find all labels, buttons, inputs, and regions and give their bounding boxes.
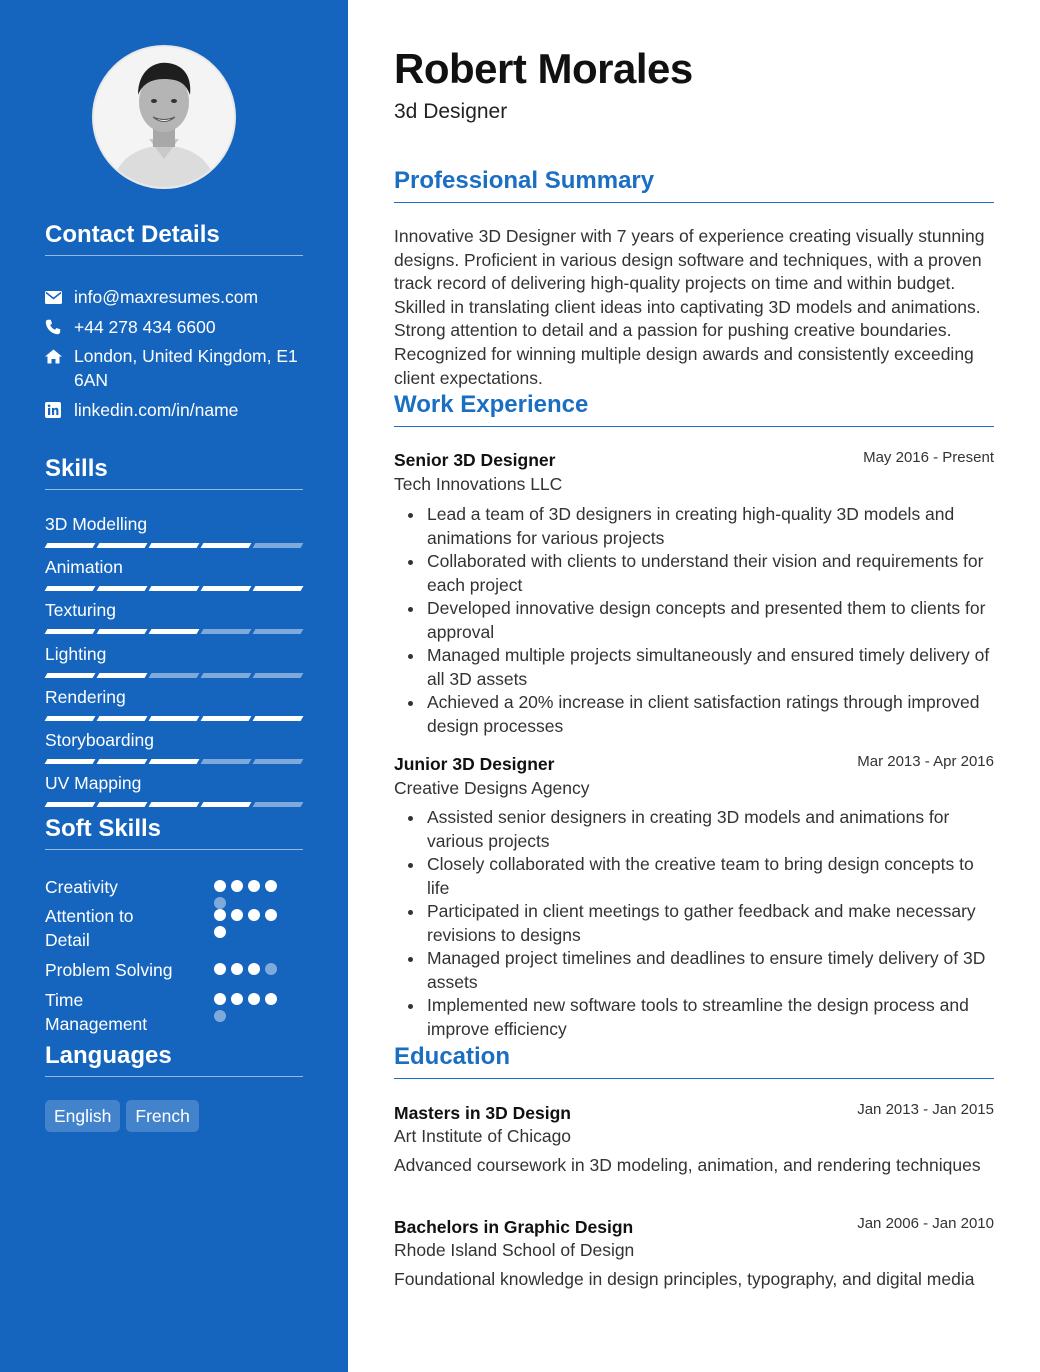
summary-text: Innovative 3D Designer with 7 years of experience creating visually stunning designs. Proficient in various design software and techniques, with a proven track record of delivering high-quality projects on time and within budget. Skilled in translating client ideas into captivating 3D models and animations. Strong attention to detail and a passion for pushing creative boundaries. Recognized for winning multiple design awards and consistently exceeding client expectations. bbox=[394, 226, 985, 388]
rating-dot bbox=[231, 880, 243, 892]
soft-skill-rating bbox=[214, 993, 290, 1022]
skill-level-bar bbox=[46, 586, 302, 592]
profile-photo bbox=[92, 45, 236, 189]
skill-level-bar bbox=[46, 543, 302, 549]
skill-level-segment bbox=[201, 673, 252, 678]
skill-level-segment bbox=[201, 586, 252, 591]
skill-label: Rendering bbox=[45, 687, 126, 707]
languages-list bbox=[45, 1100, 199, 1132]
soft-skill-label: Attention to Detail bbox=[45, 906, 134, 950]
skill-level-segment bbox=[149, 543, 200, 548]
skill-label: UV Mapping bbox=[45, 773, 142, 793]
rating-dot bbox=[248, 880, 260, 892]
job-bullets bbox=[394, 503, 996, 738]
envelope-icon bbox=[45, 285, 74, 309]
list-item: Implemented new software tools to streamline the design process and improve efficiency bbox=[394, 994, 996, 1041]
skill-level-bar bbox=[46, 802, 302, 808]
rating-dot bbox=[265, 909, 277, 921]
list-item: Participated in client meetings to gather feedback and make necessary revisions to designs bbox=[394, 900, 996, 947]
skill-level-segment bbox=[97, 716, 148, 721]
skill-level-bar bbox=[46, 673, 302, 679]
contact-address-text: London, United Kingdom, E1 6AN bbox=[74, 346, 298, 390]
rating-dot bbox=[248, 963, 260, 975]
skill-level-segment bbox=[149, 586, 200, 591]
skill-level-segment bbox=[253, 716, 304, 721]
person-portrait-icon bbox=[94, 47, 234, 187]
skill-level-segment bbox=[97, 759, 148, 764]
rating-dot bbox=[214, 897, 226, 909]
skill-level-segment bbox=[149, 673, 200, 678]
contact-details-heading: Contact Details bbox=[45, 221, 303, 256]
skill-level-segment bbox=[97, 802, 148, 807]
list-item: Closely collaborated with the creative team to bring design concepts to life bbox=[394, 853, 996, 900]
summary-heading: Professional Summary bbox=[394, 166, 994, 203]
list-item: Managed multiple projects simultaneously and ensured timely delivery of all 3D assets bbox=[394, 644, 996, 691]
skill-level-segment bbox=[45, 802, 96, 807]
skill-level-segment bbox=[149, 629, 200, 634]
contact-linkedin[interactable] bbox=[45, 398, 303, 422]
skill-label: Lighting bbox=[45, 644, 107, 664]
contact-linkedin-text: linkedin.com/in/name bbox=[74, 400, 239, 420]
education-heading: Education bbox=[394, 1042, 994, 1079]
rating-dot bbox=[231, 993, 243, 1005]
rating-dot bbox=[214, 993, 226, 1005]
skill-level-segment bbox=[97, 586, 148, 591]
skill-level-bar bbox=[46, 716, 302, 722]
skills-heading: Skills bbox=[45, 455, 303, 490]
skill-level-segment bbox=[149, 759, 200, 764]
rating-dot bbox=[231, 963, 243, 975]
work-experience-heading: Work Experience bbox=[394, 390, 994, 427]
skill-level-segment bbox=[45, 629, 96, 634]
soft-skill-label: Problem Solving bbox=[45, 960, 173, 980]
skill-level-segment bbox=[97, 629, 148, 634]
school-name: Art Institute of Chicago bbox=[394, 1126, 572, 1146]
contact-address bbox=[45, 344, 303, 392]
degree-dates: Jan 2013 - Jan 2015 bbox=[857, 1101, 994, 1118]
job-bullets bbox=[394, 806, 996, 1041]
soft-skill-label: Time Management bbox=[45, 990, 148, 1034]
skill-label: Storyboarding bbox=[45, 730, 154, 750]
soft-skill-rating bbox=[214, 880, 290, 909]
skill-level-segment bbox=[253, 802, 304, 807]
skill-level-segment bbox=[253, 543, 304, 548]
skill-level-segment bbox=[253, 759, 304, 764]
skill-level-segment bbox=[201, 802, 252, 807]
rating-dot bbox=[248, 993, 260, 1005]
list-item: Managed project timelines and deadlines to ensure timely delivery of 3D assets bbox=[394, 947, 996, 994]
soft-skills-heading: Soft Skills bbox=[45, 815, 303, 850]
degree-description: Foundational knowledge in design principles, typography, and digital media bbox=[394, 1269, 975, 1289]
sidebar bbox=[0, 0, 348, 1372]
skill-level-segment bbox=[97, 673, 148, 678]
skill-level-segment bbox=[149, 716, 200, 721]
list-item: Lead a team of 3D designers in creating high-quality 3D models and animations for various projects bbox=[394, 503, 996, 550]
list-item: Developed innovative design concepts and presented them to clients for approval bbox=[394, 597, 996, 644]
skill-level-segment bbox=[45, 586, 96, 591]
rating-dot bbox=[265, 963, 277, 975]
linkedin-icon bbox=[45, 398, 74, 422]
soft-skill-rating bbox=[214, 909, 290, 938]
school-name: Rhode Island School of Design bbox=[394, 1240, 635, 1260]
job-title: Junior 3D Designer bbox=[394, 754, 555, 774]
contact-email-text: info@maxresumes.com bbox=[74, 287, 259, 307]
skill-level-segment bbox=[253, 673, 304, 678]
rating-dot bbox=[214, 1010, 226, 1022]
candidate-role: 3d Designer bbox=[394, 100, 508, 123]
rating-dot bbox=[214, 909, 226, 921]
language-tag: English bbox=[45, 1100, 120, 1132]
candidate-name: Robert Morales bbox=[394, 45, 693, 92]
rating-dot bbox=[248, 909, 260, 921]
skill-level-bar bbox=[46, 629, 302, 635]
degree-description: Advanced coursework in 3D modeling, animation, and rendering techniques bbox=[394, 1155, 981, 1175]
skill-level-segment bbox=[253, 629, 304, 634]
degree-title: Masters in 3D Design bbox=[394, 1103, 571, 1123]
skill-level-segment bbox=[45, 716, 96, 721]
skill-level-segment bbox=[201, 759, 252, 764]
rating-dot bbox=[214, 880, 226, 892]
language-tag: French bbox=[126, 1100, 198, 1132]
skill-level-segment bbox=[97, 543, 148, 548]
skill-level-segment bbox=[201, 543, 252, 548]
rating-dot bbox=[265, 993, 277, 1005]
skill-label: Animation bbox=[45, 557, 123, 577]
skill-label: 3D Modelling bbox=[45, 514, 148, 534]
list-item: Collaborated with clients to understand their vision and requirements for each project bbox=[394, 550, 996, 597]
skill-level-segment bbox=[45, 673, 96, 678]
soft-skill-rating bbox=[214, 963, 290, 975]
rating-dot bbox=[231, 909, 243, 921]
contact-phone[interactable] bbox=[45, 315, 303, 339]
skill-level-segment bbox=[201, 629, 252, 634]
skill-level-segment bbox=[149, 802, 200, 807]
job-company: Creative Designs Agency bbox=[394, 778, 590, 798]
skill-level-segment bbox=[45, 759, 96, 764]
job-dates: Mar 2013 - Apr 2016 bbox=[857, 753, 994, 770]
home-icon bbox=[45, 344, 74, 368]
degree-dates: Jan 2006 - Jan 2010 bbox=[857, 1215, 994, 1232]
job-title: Senior 3D Designer bbox=[394, 450, 556, 470]
languages-heading: Languages bbox=[45, 1042, 303, 1077]
skill-level-segment bbox=[253, 586, 304, 591]
skill-level-bar bbox=[46, 759, 302, 765]
phone-icon bbox=[45, 315, 74, 339]
job-dates: May 2016 - Present bbox=[863, 449, 994, 466]
list-item: Achieved a 20% increase in client satisfaction ratings through improved design processes bbox=[394, 691, 996, 738]
rating-dot bbox=[214, 963, 226, 975]
list-item: Assisted senior designers in creating 3D models and animations for various projects bbox=[394, 806, 996, 853]
contact-email[interactable] bbox=[45, 285, 303, 309]
soft-skill-label: Creativity bbox=[45, 877, 118, 897]
rating-dot bbox=[214, 926, 226, 938]
skill-level-segment bbox=[45, 543, 96, 548]
skill-level-segment bbox=[201, 716, 252, 721]
rating-dot bbox=[265, 880, 277, 892]
skill-label: Texturing bbox=[45, 600, 117, 620]
job-company: Tech Innovations LLC bbox=[394, 474, 563, 494]
degree-title: Bachelors in Graphic Design bbox=[394, 1217, 634, 1237]
contact-phone-text: +44 278 434 6600 bbox=[74, 317, 216, 337]
